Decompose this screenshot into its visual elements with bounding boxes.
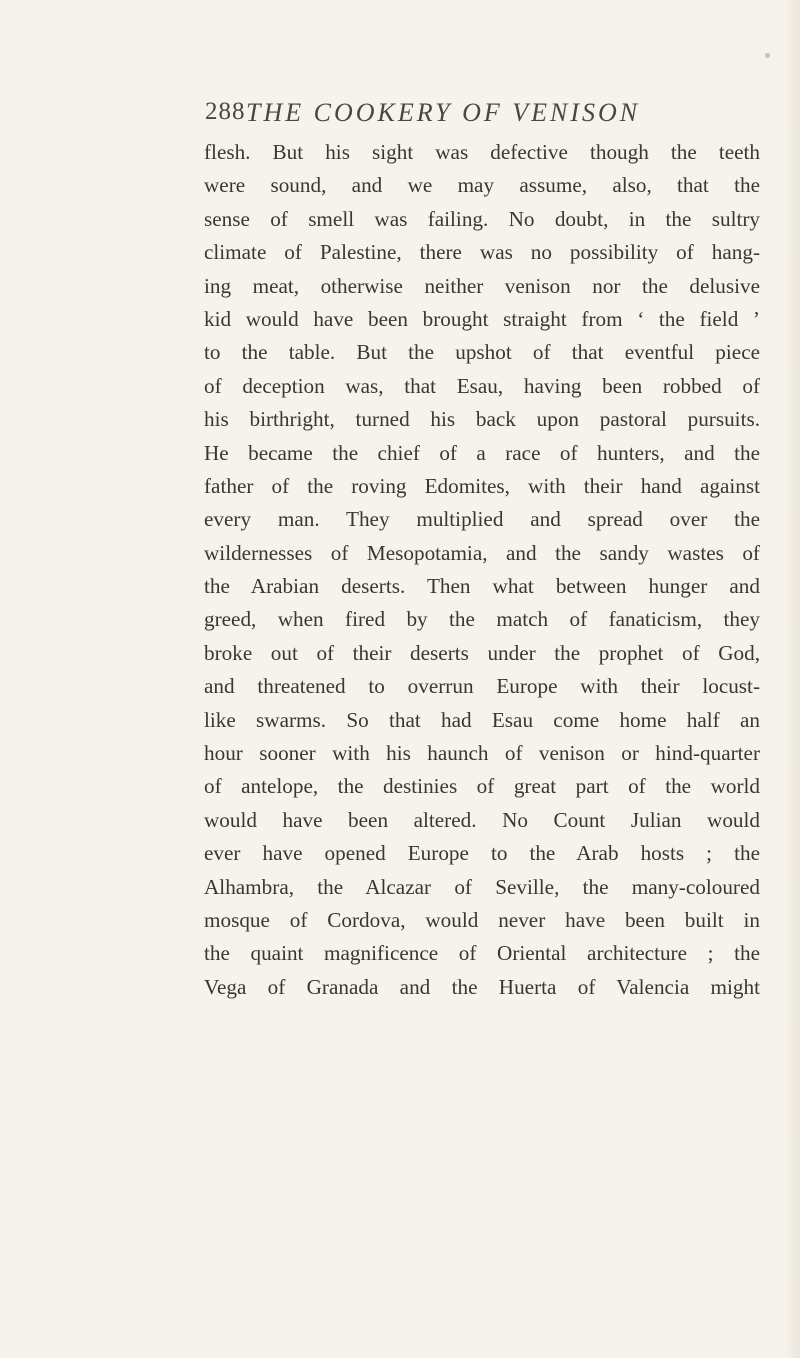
text-line: ever have opened Europe to the Arab hosts ; the (204, 841, 760, 866)
text-line: like swarms. So that had Esau come home half an (204, 707, 760, 732)
text-line: would have been altered. No Count Julian would (204, 807, 760, 832)
text-line: greed, when fired by the match of fanaticism, they (204, 607, 760, 632)
text-line: climate of Palestine, there was no possibility of hang- (204, 240, 760, 265)
running-head: THE COOKERY OF VENISON (246, 98, 641, 127)
text-line: of deception was, that Esau, having been robbed of (204, 373, 760, 398)
text-line: every man. They multiplied and spread over the (204, 507, 760, 532)
text-line: his birthright, turned his back upon pastoral pursuits. (204, 407, 760, 432)
text-line: Alhambra, the Alcazar of Seville, the many-coloured (204, 874, 760, 899)
text-line: of antelope, the destinies of great part of the world (204, 774, 760, 799)
text-line: the quaint magnificence of Oriental architecture ; the (204, 941, 760, 966)
text-line: flesh. But his sight was defective though the teeth (204, 140, 760, 164)
page-blemish (765, 53, 770, 58)
page-number: 288 (205, 98, 246, 125)
text-line: to the table. But the upshot of that eventful piece (204, 340, 760, 365)
text-line: were sound, and we may assume, also, that the (204, 173, 760, 198)
page-header (0, 98, 800, 138)
body-text (204, 136, 760, 1004)
text-line: mosque of Cordova, would never have been built in (204, 907, 760, 932)
text-line: father of the roving Edomites, with their hand against (204, 473, 760, 498)
text-line: kid would have been brought straight from ‘ the field ’ (204, 306, 760, 331)
text-line: and threatened to overrun Europe with their locust- (204, 674, 760, 699)
text-line: hour sooner with his haunch of venison or hind-quarter (204, 741, 760, 766)
text-line: wildernesses of Mesopotamia, and the sandy wastes of (204, 540, 760, 565)
page-edge-shadow (784, 0, 800, 1358)
text-line: Vega of Granada and the Huerta of Valencia might (204, 974, 760, 999)
text-line: sense of smell was failing. No doubt, in the sultry (204, 206, 760, 231)
text-line: broke out of their deserts under the prophet of God, (204, 640, 760, 665)
text-line: He became the chief of a race of hunters, and the (204, 440, 760, 465)
text-line: the Arabian deserts. Then what between hunger and (204, 574, 760, 599)
text-line: ing meat, otherwise neither venison nor the delusive (204, 273, 760, 298)
